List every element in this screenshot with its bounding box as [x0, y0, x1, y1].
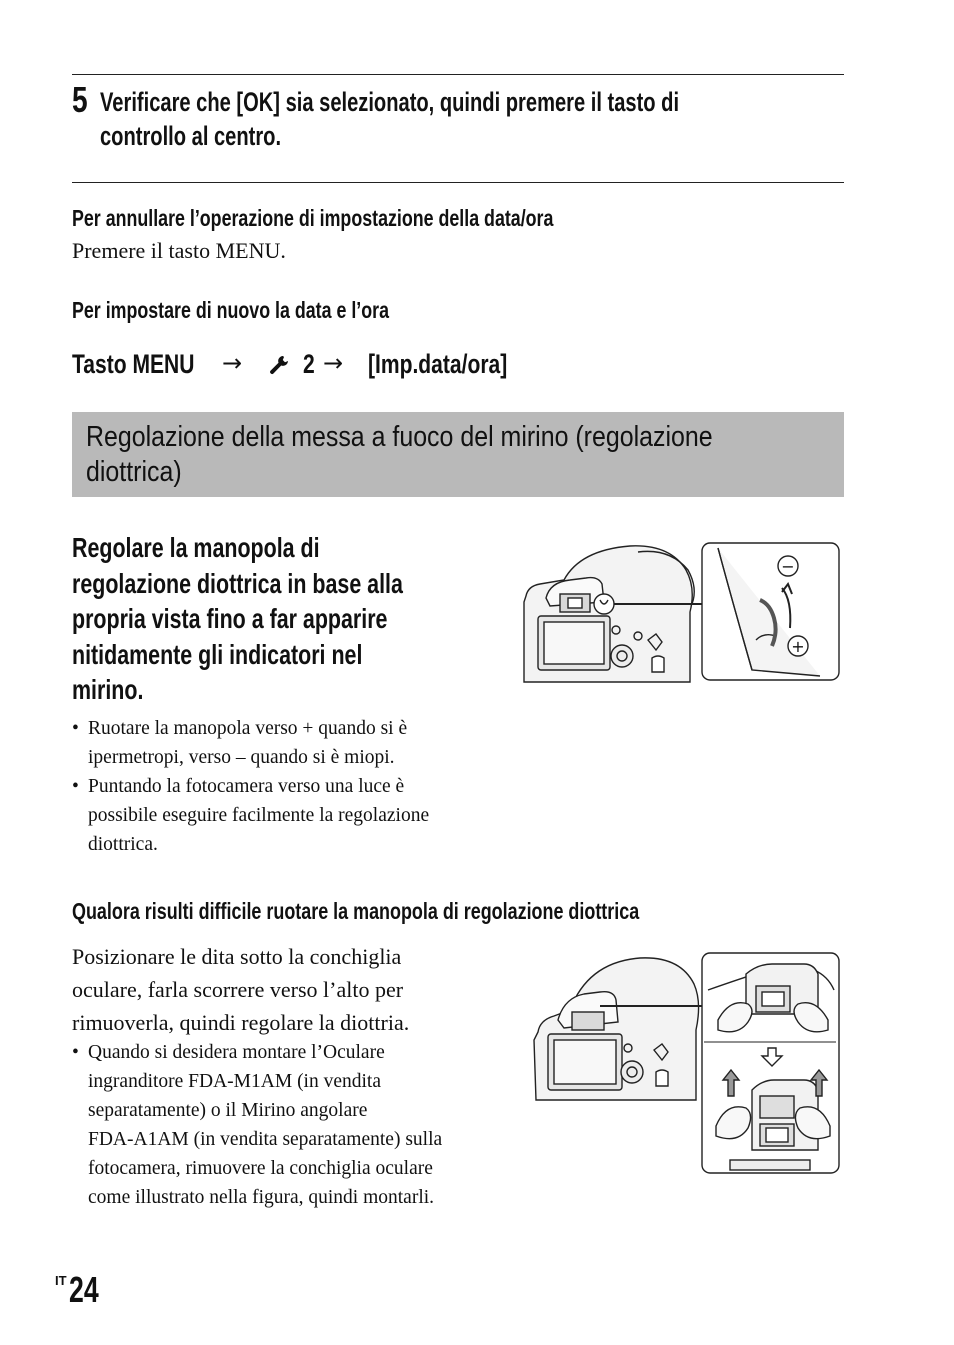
- page-number-value: 24: [69, 1269, 99, 1310]
- bullet-line: ipermetropi, verso – quando si è miopi.: [88, 747, 395, 768]
- cancel-body: Premere il tasto MENU.: [72, 238, 286, 263]
- top-rule: [72, 74, 844, 75]
- diopter-heading-line: regolazione diottrica in base alla: [72, 567, 403, 599]
- body-line: Posizionare le dita sotto la conchiglia: [72, 944, 402, 969]
- cancel-heading: Per annullare l’operazione di impostazione della data/ora: [72, 205, 554, 231]
- language-code: IT: [55, 1273, 67, 1288]
- arrow-icon: →: [222, 349, 243, 377]
- difficult-body: [72, 940, 512, 1039]
- bullet-line: fotocamera, rimuovere la conchiglia oculare: [88, 1158, 433, 1179]
- bullet-line: ingranditore FDA-M1AM (in vendita: [88, 1071, 381, 1092]
- bullet-line: come illustrato nella figura, quindi montarli.: [88, 1187, 435, 1208]
- list-item: [72, 772, 512, 859]
- page-number: [55, 1270, 135, 1310]
- bullet-line: • Quando si desidera montare l’Oculare: [88, 1042, 385, 1063]
- eyecup-removal-illustration: [530, 950, 844, 1176]
- list-item: [72, 1038, 512, 1212]
- section-title-line1: Regolazione della messa a fuoco del mirino (regolazione: [86, 421, 713, 453]
- body-line: oculare, farla scorrere verso l’alto per: [72, 977, 404, 1002]
- diopter-heading-line: nitidamente gli indicatori nel: [72, 638, 363, 670]
- bullet-line: possibile eseguire facilmente la regolazione: [88, 805, 430, 826]
- body-line: rimuoverla, quindi regolare la diottria.: [72, 1010, 410, 1035]
- step-text-line2: controllo al centro.: [100, 121, 282, 151]
- difficult-heading: Qualora risulti difficile ruotare la manopola di regolazione diottrica: [72, 898, 640, 924]
- step-bottom-rule: [72, 182, 844, 183]
- bullet-line: • Puntando la fotocamera verso una luce è: [88, 776, 405, 797]
- diopter-heading-line: propria vista fino a far apparire: [72, 603, 388, 634]
- diopter-heading: [72, 530, 512, 708]
- section-banner: [72, 412, 844, 497]
- difficult-bullet: [72, 1038, 512, 1212]
- plus-sign: +: [791, 637, 805, 656]
- bullet-line: FDA-A1AM (in vendita separatamente) sulla: [88, 1129, 443, 1150]
- diopter-heading-line: mirino.: [72, 674, 144, 705]
- menu-path-start: Tasto MENU: [72, 349, 195, 379]
- step-number: 5: [72, 79, 88, 120]
- minus-sign: −: [781, 557, 795, 576]
- arrow-icon: →: [323, 349, 344, 377]
- bullet-line: • Ruotare la manopola verso + quando si è: [88, 718, 408, 739]
- wrench-icon: [268, 354, 290, 376]
- list-item: [72, 714, 512, 772]
- step-text-line1: Verificare che [OK] sia selezionato, quindi premere il tasto di: [100, 87, 680, 117]
- bullet-line: separatamente) o il Mirino angolare: [88, 1100, 368, 1121]
- setup-number: 2: [303, 349, 315, 379]
- section-title: [86, 420, 843, 490]
- section-title-line2: diottrica): [86, 456, 182, 488]
- camera-diopter-illustration: [520, 540, 844, 686]
- reset-heading: Per impostare di nuovo la data e l’ora: [72, 297, 389, 323]
- diopter-heading-line: Regolare la manopola di: [72, 532, 320, 563]
- menu-path: [72, 346, 592, 380]
- menu-path-end: [Imp.data/ora]: [368, 349, 508, 379]
- diopter-bullets: [72, 714, 512, 859]
- bullet-line: diottrica.: [88, 834, 158, 855]
